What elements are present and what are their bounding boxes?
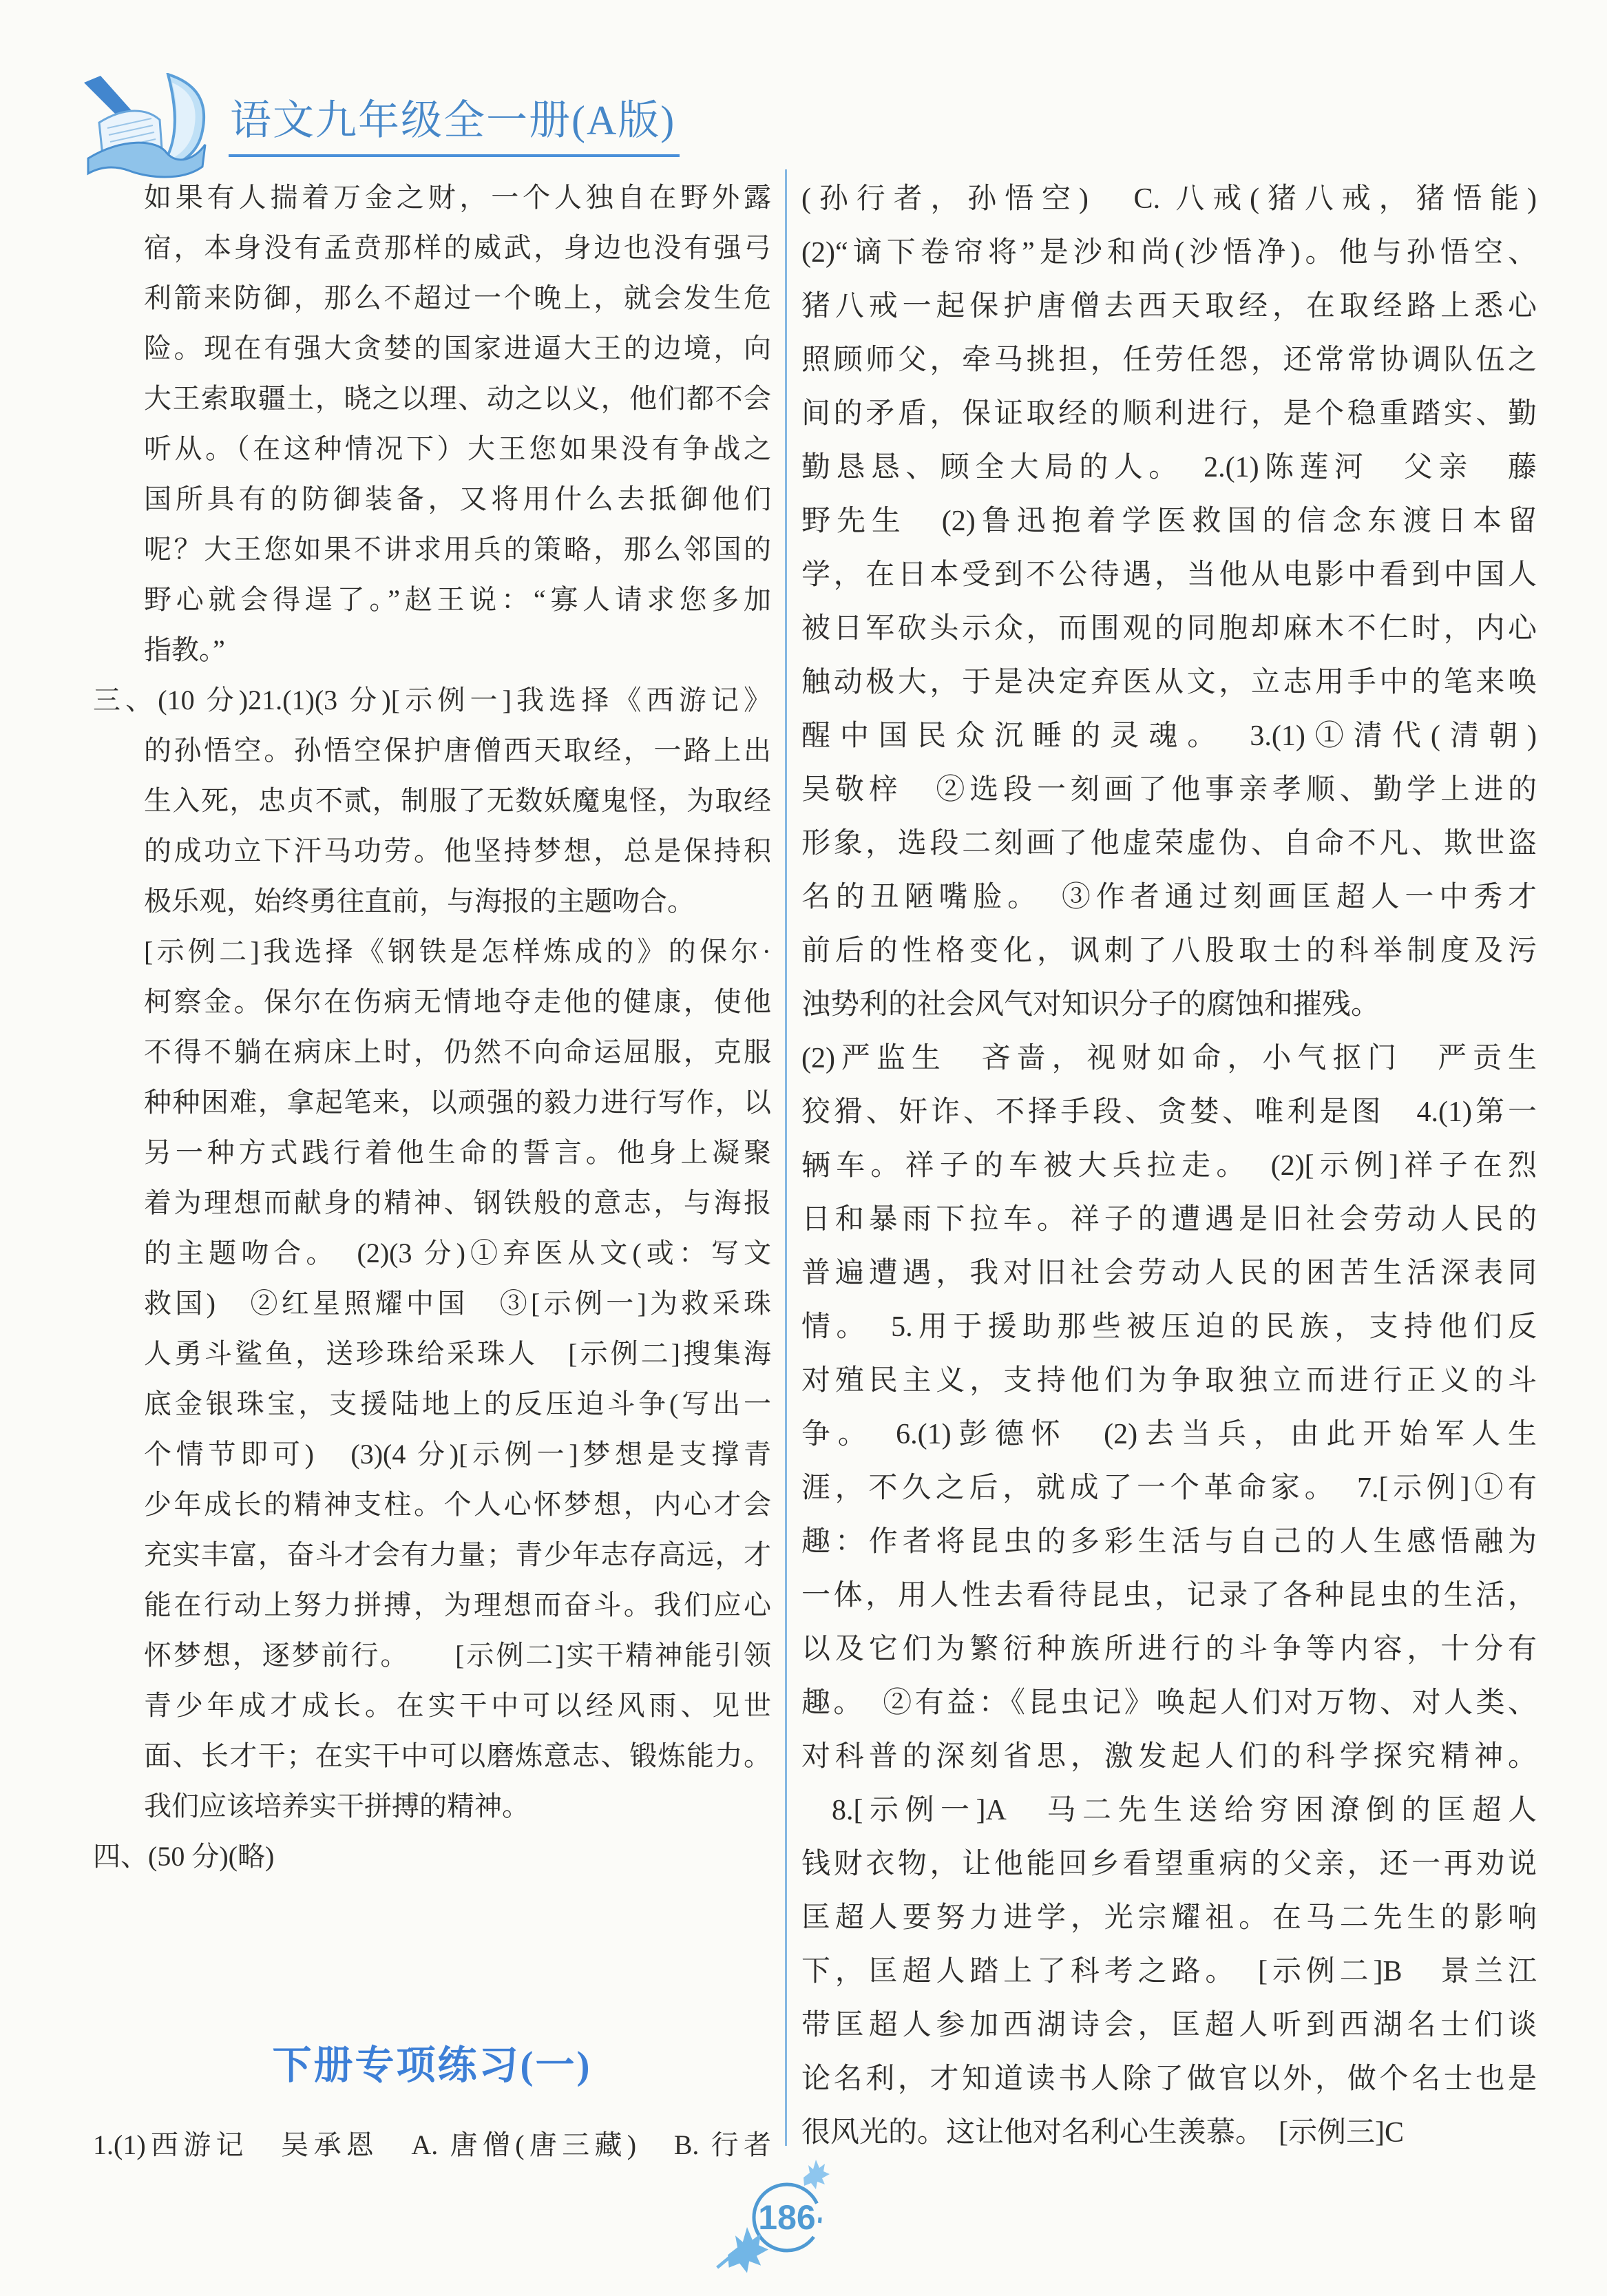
answer-paragraph <box>93 675 771 926</box>
text-line: 趣。 ②有益：《昆虫记》唤起人们对万物、对人类、 <box>801 1687 1537 1719</box>
text-line: 醒中国民众沉睡的灵魂。 3.(1)①清代(清朝) <box>801 720 1537 752</box>
text-line: 对殖民主义，支持他们为争取独立而进行正义的斗 <box>801 1365 1537 1397</box>
text-line: (2)严监生 吝啬，视财如命，小气抠门 严贡生 <box>801 1043 1537 1074</box>
text-line: 救国) ②红星照耀中国 ③[示例一]为救采珠 <box>144 1288 771 1319</box>
text-line: 浊势利的社会风气对知识分子的腐蚀和摧残。 <box>801 989 1380 1021</box>
section-title: 下册专项练习(一) <box>272 2044 592 2087</box>
right-answer-block <box>801 172 1537 2160</box>
text-line: 听从。（在这种情况下）大王您如果没有争战之 <box>144 433 771 464</box>
page-header <box>0 0 1607 186</box>
text-line: 勤恳恳、顾全大局的人。 2.(1)陈莲河 父亲 藤 <box>801 452 1537 483</box>
page-number: 186 <box>758 2198 816 2237</box>
text-line: 普遍遭遇，我对旧社会劳动人民的困苦生活深表同 <box>801 1257 1537 1289</box>
text-line: 带匡超人参加西湖诗会，匡超人听到西湖名士们谈 <box>801 2010 1537 2041</box>
text-line: 我们应该培养实干拼搏的精神。 <box>144 1791 529 1822</box>
text-line: 险。现在有强大贪婪的国家进逼大王的边境，向 <box>144 333 771 364</box>
text-line: 被日军砍头示众，而围观的同胞却麻木不仁时，内心 <box>801 613 1537 645</box>
text-line: 论名利，才知道读书人除了做官以外，做个名士也是 <box>801 2063 1537 2095</box>
text-line: 面、长才干；在实干中可以磨炼意志、锻炼能力。 <box>144 1740 771 1771</box>
text-line: 不得不躺在病床上时，仍然不向命运屈服，克服 <box>144 1036 771 1067</box>
text-line: 底金银珠宝，支援陆地上的反压迫斗争(写出一 <box>144 1388 771 1419</box>
right-column <box>801 172 1537 2160</box>
text-line: 吴敬梓 ②选段一刻画了他事亲孝顺、勤学上进的 <box>801 774 1537 806</box>
text-line: 国所具有的防御装备，又将用什么去抵御他们 <box>144 483 771 514</box>
text-line: (孙行者，孙悟空) C. 八戒(猪八戒，猪悟能) <box>801 183 1537 215</box>
answer-paragraph <box>93 1831 771 1881</box>
answer-paragraph <box>801 1032 1537 1784</box>
book-title: 语文九年级全一册(A版) <box>229 98 680 157</box>
text-line: 充实丰富，奋斗才会有力量；青少年志存高远，才 <box>144 1539 771 1570</box>
text-line: 如果有人揣着万金之财，一个人独自在野外露 <box>144 182 771 213</box>
text-line: 争。 6.(1)彭德怀 (2)去当兵，由此开始军人生 <box>801 1419 1537 1450</box>
text-line: 四、(50 分)(略) <box>93 1841 275 1872</box>
answer-paragraph <box>801 1784 1537 2160</box>
maple-leaf-small-icon <box>804 2160 830 2189</box>
text-line: 以及它们为繁衍种族所进行的斗争等内容，十分有 <box>801 1634 1537 1665</box>
text-line: (2)“谪下卷帘将”是沙和尚(沙悟净)。他与孙悟空、 <box>801 237 1537 269</box>
text-line: 1.(1)西游记 吴承恩 A. 唐僧(唐三藏) B. 行者 <box>93 2129 771 2160</box>
text-line: 名的丑陋嘴脸。 ③作者通过刻画匡超人一中秀才 <box>801 881 1537 913</box>
text-line: 触动极大，于是决定弃医从文，立志用手中的笔来唤 <box>801 667 1537 698</box>
text-line: 趣：作者将昆虫的多彩生活与自己的人生感悟融为 <box>801 1526 1537 1558</box>
text-line: 的成功立下汗马功劳。他坚持梦想，总是保持积 <box>144 835 771 866</box>
text-line: 涯，不久之后，就成了一个革命家。 7.[示例]①有 <box>801 1472 1537 1504</box>
text-line: 的孙悟空。孙悟空保护唐僧西天取经，一路上出 <box>144 735 771 766</box>
text-line: 指教。” <box>144 634 225 665</box>
text-line: 很风光的。这让他对名利心生羡慕。 [示例三]C <box>801 2117 1404 2149</box>
text-line: 着为理想而献身的精神、钢铁般的意志，与海报 <box>144 1187 771 1218</box>
text-line: 个情节即可) (3)(4 分)[示例一]梦想是支撑青 <box>144 1439 771 1470</box>
text-line: 野心就会得逞了。”赵王说：“寡人请求您多加 <box>144 584 771 615</box>
text-line: 青少年成才成长。在实干中可以经风雨、见世 <box>144 1690 771 1721</box>
page-number-badge <box>704 2154 870 2292</box>
text-line: 8.[示例一]A 马二先生送给穷困潦倒的匡超人 <box>832 1795 1537 1826</box>
text-line: 对科普的深刻省思，激发起人们的科学探究精神。 <box>801 1741 1537 1773</box>
text-line: 照顾师父，牵马挑担，任劳任怨，还常常协调队伍之 <box>801 344 1537 376</box>
text-line: 的主题吻合。 (2)(3 分)①弃医从文(或：写文 <box>144 1238 771 1269</box>
text-line: 钱财衣物，让他能回乡看望重病的父亲，还一再劝说 <box>801 1848 1537 1880</box>
text-line: 大王索取疆土，晓之以理、动之以义，他们都不会 <box>144 383 771 414</box>
text-line: 少年成长的精神支柱。个人心怀梦想，内心才会 <box>144 1489 771 1520</box>
text-line: 前后的性格变化，讽刺了八股取士的科举制度及污 <box>801 935 1537 967</box>
maple-leaf-icon <box>717 2227 768 2273</box>
text-line: 宿，本身没有孟贲那样的威武，身边也没有强弓 <box>144 232 771 263</box>
answer-paragraph <box>93 926 771 1831</box>
left-answer-block <box>93 172 771 1881</box>
text-line: 极乐观，始终勇往直前，与海报的主题吻合。 <box>144 886 695 917</box>
text-line: 怀梦想，逐梦前行。 [示例二]实干精神能引领 <box>144 1640 771 1671</box>
text-line: 情。 5.用于援助那些被压迫的民族，支持他们反 <box>801 1311 1537 1343</box>
text-line: 三、(10 分)21.(1)(3 分)[示例一]我选择《西游记》 <box>93 685 771 716</box>
text-line: [示例二]我选择《钢铁是怎样炼成的》的保尔· <box>144 936 771 967</box>
left-column <box>93 172 771 2170</box>
text-line: 匡超人要努力进学，光宗耀祖。在马二先生的影响 <box>801 1902 1537 1934</box>
text-line: 人勇斗鲨鱼，送珍珠给采珠人 [示例二]搜集海 <box>144 1338 771 1369</box>
text-line: 一体，用人性去看待昆虫，记录了各种昆虫的生活， <box>801 1580 1537 1611</box>
text-line: 间的矛盾，保证取经的顺利进行，是个稳重踏实、勤 <box>801 398 1537 430</box>
text-line: 辆车。祥子的车被大兵拉走。 (2)[示例]祥子在烈 <box>801 1150 1537 1182</box>
text-line: 野先生 (2)鲁迅抱着学医救国的信念东渡日本留 <box>801 505 1537 537</box>
text-line: 日和暴雨下拉车。祥子的遭遇是旧社会劳动人民的 <box>801 1204 1537 1235</box>
answer-paragraph <box>93 172 771 675</box>
text-line: 能在行动上努力拼搏，为理想而奋斗。我们应心 <box>144 1589 771 1620</box>
text-line: 学，在日本受到不公待遇，当他从电影中看到中国人 <box>801 559 1537 591</box>
text-line: 利箭来防御，那么不超过一个晚上，就会发生危 <box>144 282 771 313</box>
text-line: 形象，选段二刻画了他虚荣虚伪、自命不凡、欺世盗 <box>801 828 1537 859</box>
open-book-pen-logo-icon <box>63 73 229 187</box>
text-line: 下，匡超人踏上了科考之路。 [示例二]B 景兰江 <box>801 1956 1537 1987</box>
text-line: 猪八戒一起保护唐僧去西天取经，在取经路上悉心 <box>801 291 1537 322</box>
left-bottom-block <box>93 2120 771 2170</box>
text-line: 狡猾、奸诈、不择手段、贪婪、唯利是图 4.(1)第一 <box>801 1096 1537 1128</box>
text-line: 另一种方式践行着他生命的誓言。他身上凝聚 <box>144 1137 771 1168</box>
answer-paragraph <box>801 172 1537 1032</box>
column-divider <box>785 169 787 2146</box>
text-line: 种种困难，拿起笔来，以顽强的毅力进行写作，以 <box>144 1087 771 1118</box>
text-line: 柯察金。保尔在伤病无情地夺走他的健康，使他 <box>144 986 771 1017</box>
answer-paragraph <box>93 2120 771 2170</box>
text-line: 呢？大王您如果不讲求用兵的策略，那么邻国的 <box>144 534 771 565</box>
text-line: 生入死，忠贞不贰，制服了无数妖魔鬼怪，为取经 <box>144 785 771 816</box>
